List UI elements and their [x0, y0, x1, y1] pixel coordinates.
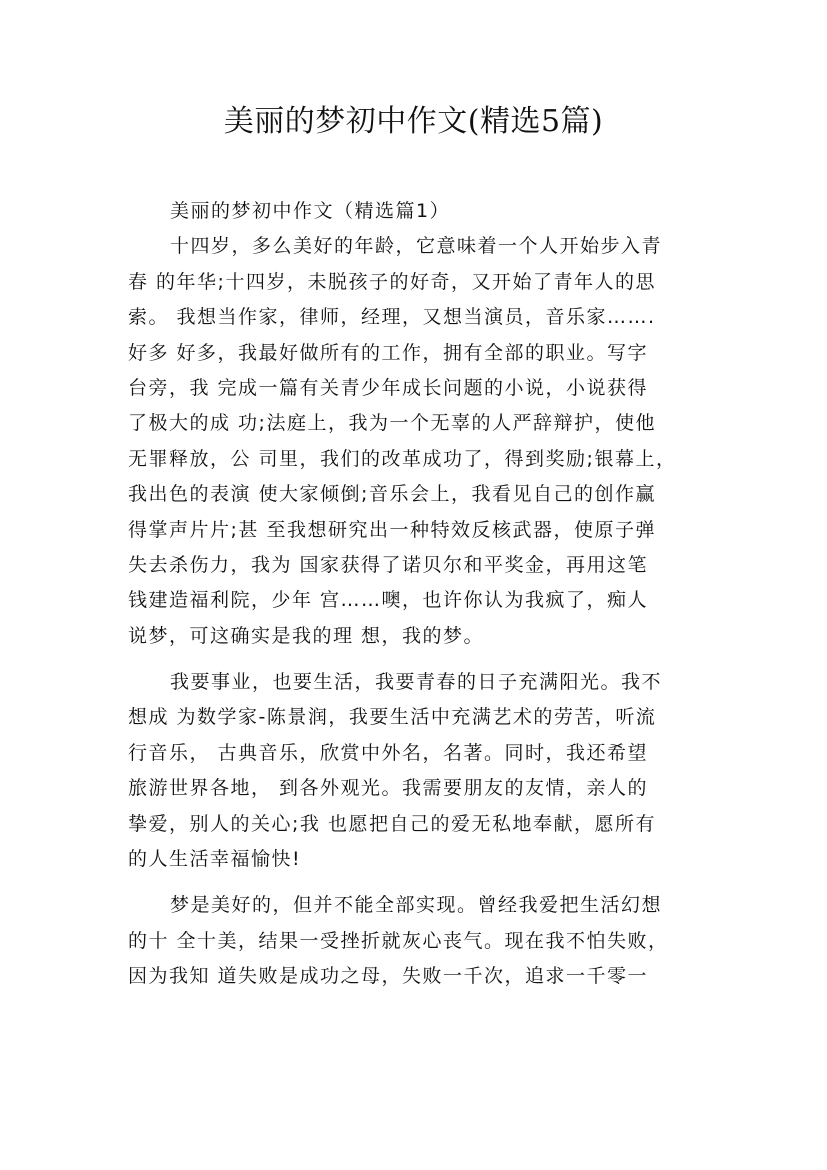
- paragraph-line: 我出色的表演 使大家倾倒;音乐会上，我看见自己的创作赢: [128, 483, 656, 506]
- paragraph-line: 十四岁，多么美好的年龄，它意味着一个人开始步入青: [170, 235, 663, 258]
- section-heading: 美丽的梦初中作文（精选篇1）: [170, 200, 451, 222]
- paragraph-line: 钱建造福利院，少年 宫……噢，也许你认为我疯了，痴人: [128, 589, 649, 612]
- paragraph-line: 无罪释放，公 司里，我们的改革成功了，得到奖励;银幕上，: [128, 447, 677, 470]
- paragraph-line: 我要事业，也要生活，我要青春的日子充满阳光。我不: [170, 671, 663, 694]
- paragraph-line: 失去杀伤力，我为 国家获得了诺贝尔和平奖金，再用这笔: [128, 553, 649, 576]
- paragraph-line: 想成 为数学家-陈景润，我要生活中充满艺术的劳苦，听流: [128, 706, 657, 729]
- paragraph-line: 索。 我想当作家，律师，经理，又想当演员，音乐家…….: [128, 306, 656, 329]
- document-body: [128, 194, 703, 995]
- paragraph-line: 了极大的成 功;法庭上，我为一个无辜的人严辞辩护，使他: [128, 412, 656, 435]
- paragraph-line: 好多 好多，我最好做所有的工作，拥有全部的职业。写字: [128, 341, 649, 364]
- paragraph-line: 得掌声片片;甚 至我想研究出一种特效反核武器，使原子弹: [128, 518, 656, 541]
- paragraph-line: 挚爱，别人的关心;我 也愿把自己的爱无私地奉献，愿所有: [128, 812, 656, 835]
- paragraph-1: [128, 229, 703, 654]
- paragraph-line: 行音乐， 古典音乐，欣赏中外名，名著。同时，我还希望: [128, 741, 649, 764]
- paragraph-line: 梦是美好的，但并不能全部实现。曾经我爱把生活幻想: [170, 894, 663, 917]
- document-title: 美丽的梦初中作文(精选5篇): [223, 104, 604, 139]
- paragraph-line: 的人生活幸福愉快!: [128, 848, 302, 871]
- paragraph-line: 台旁，我 完成一篇有关青少年成长问题的小说，小说获得: [128, 376, 649, 399]
- paragraph-line: 的十 全十美，结果一受挫折就灰心丧气。现在我不怕失败，: [128, 929, 669, 952]
- paragraph-line: 旅游世界各地， 到各外观光。我需要朋友的友情，亲人的: [128, 777, 649, 800]
- paragraph-2: [128, 665, 703, 877]
- paragraph-line: 春 的年华;十四岁，未脱孩子的好奇，又开始了青年人的思: [128, 270, 656, 293]
- paragraph-line: 说梦，可这确实是我的理 想，我的梦。: [128, 624, 485, 647]
- paragraph-3: [128, 888, 703, 994]
- paragraph-line: 因为我知 道失败是成功之母，失败一千次，追求一千零一: [128, 965, 649, 988]
